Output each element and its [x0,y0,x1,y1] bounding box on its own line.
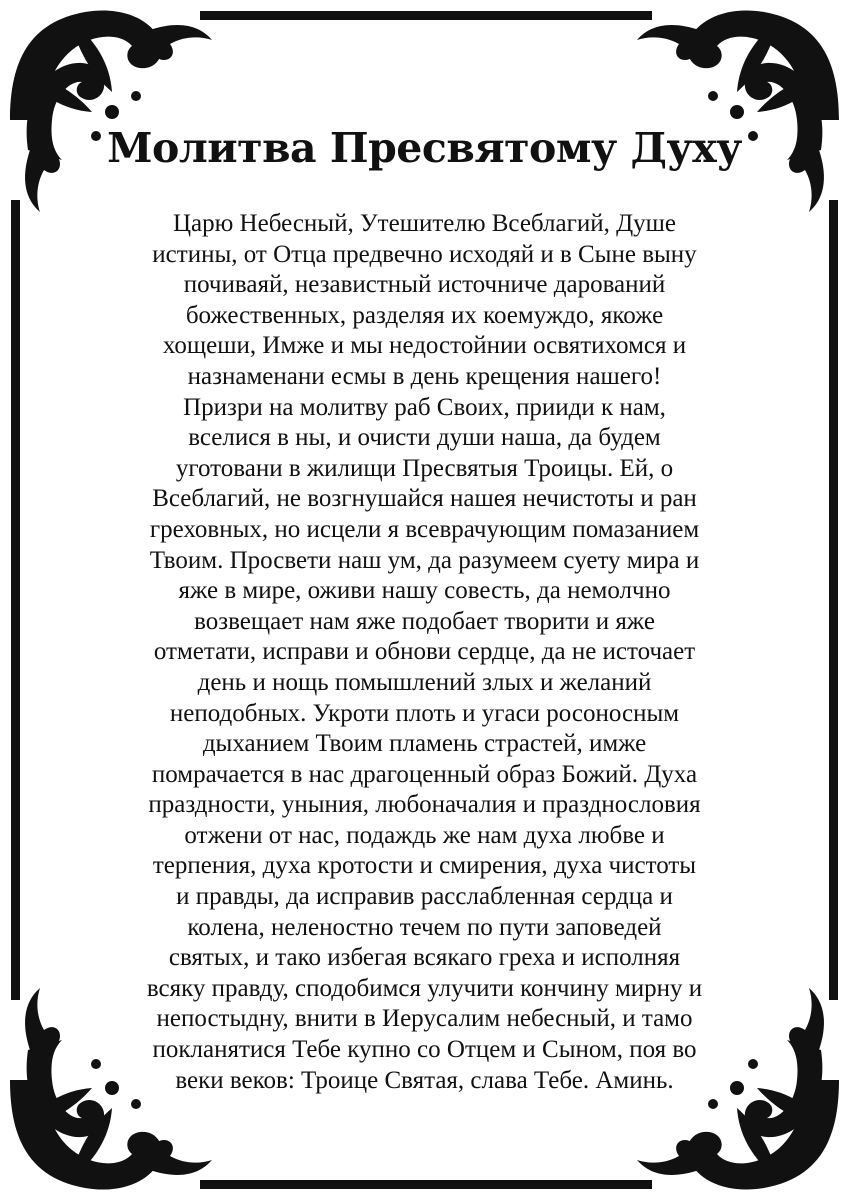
text-line: вселися в ны, и очисти души наша, да будем [188,424,661,452]
text-line: и правды, да исправив расслабленная сердца и [176,883,673,911]
text-line: греховных, но исцели я всеврачующим помазанием [149,515,700,543]
text-line: возвещает нам яже подобает творити и яже [194,607,655,635]
text-line: терпения, духа кротости и смирения, духа чистоты [152,852,697,880]
prayer-text [110,209,739,1096]
text-line: Твоим. Просвети наш ум, да разумеем суету мира и [149,546,700,574]
text-line: день и нощь помышлений злых и желаний [197,668,652,696]
flourish-ornament-icon [10,10,212,212]
text-line: покланятися Тебе купно со Отцем и Сыном, поя во [152,1036,697,1064]
text-line: веки веков: Троице Святая, слава Тебе. Аминь. [175,1066,674,1094]
text-line: всяку правду, сподобимся улучити кончину мирну и [146,974,703,1002]
text-line: колена, неленостно течем по пути заповедей [187,913,662,941]
text-line: истины, от Отца предвечно исходяй и в Сыне выну [152,240,697,268]
text-line: Призри на молитву раб Своих, прииди к нам, [183,393,666,421]
text-line: помрачается в нас драгоценный образ Божий. Духа [151,760,698,788]
text-line: почиваяй, независтный источниче дарований [183,271,666,299]
text-line: божественных, разделяя их коемуждо, якоже [185,301,664,329]
flourish-ornament-icon [637,10,839,212]
text-line: дыханием Твоим пламень страстей, имже [202,730,647,758]
text-line: хощеши, Имже и мы недостойнии освятихомся и [162,332,687,360]
page-title: Молитва Пресвятому Духу [107,124,742,172]
text-line: уготовани в жилищи Пресвятыя Троицы. Ей, о [175,454,674,482]
text-line: неподобных. Укроти плоть и угаси росоносным [169,699,680,727]
text-line: непостыдну, внити в Иерусалим небесный, и тамо [156,1005,693,1033]
text-line: яже в мире, оживи нашу совесть, да немолчно [178,577,671,605]
text-line: Царю Небесный, Утешителю Всеблагий, Душе [172,210,676,237]
text-line: праздности, уныния, любоначалия и празднословия [148,791,701,819]
text-line: назнаменани есмы в день крещения нашего! [187,362,662,390]
text-line: святых, и тако избегая всякаго греха и исполняя [168,944,681,972]
text-line: отметати, исправи и обнови сердце, да не источает [153,638,696,666]
text-line: Всеблагий, не возгнушайся нашея нечистоты и ран [152,485,697,513]
text-line: отжени от нас, подаждь же нам духа любве и [184,821,665,849]
